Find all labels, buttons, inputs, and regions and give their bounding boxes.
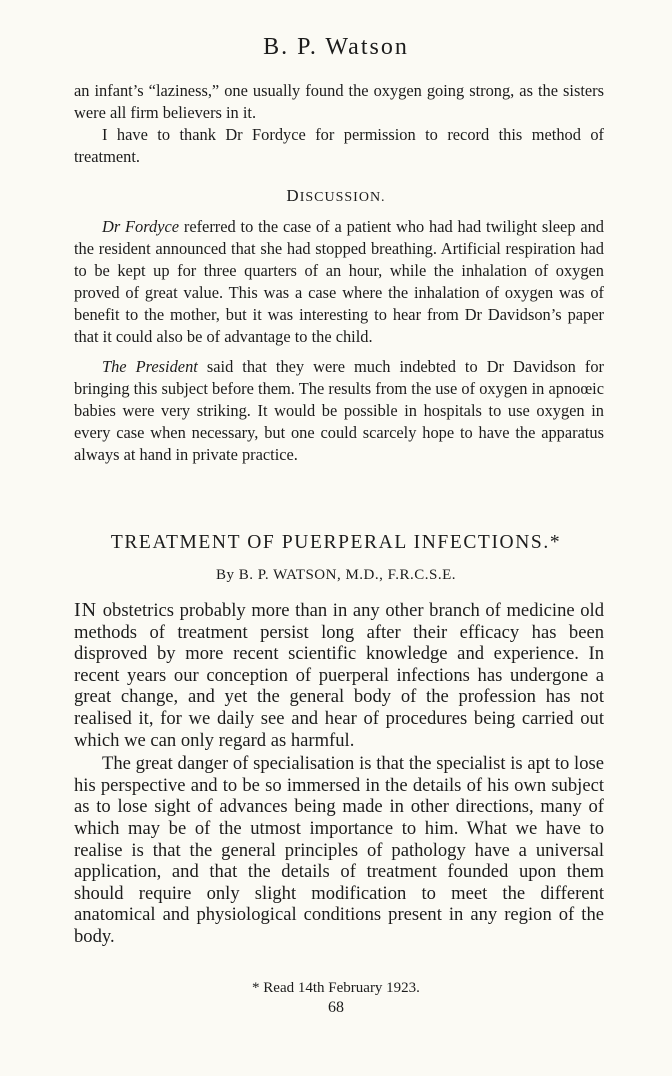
discussion-paragraph-president xyxy=(74,356,604,466)
article-paragraph: The great danger of specialisation is that the specialist is apt to lose his perspective and to be so immersed in the details of his own subject as to lose sight of advances being made in other directions, many of which may be of the utmost importance to him. What we have to realise is that the general principles of pathology have a universal application, and that the details of treatment founded upon them should require only slight modification to meet the different anatomical and physiological conditions present in any region of the body. xyxy=(74,753,604,947)
discussion-heading-rest: ISCUSSION. xyxy=(299,190,386,205)
discussion-heading xyxy=(0,186,672,206)
discussion-text: said that they were much indebted to Dr Davidson for bringing this subject before them. The results from the use of oxygen in apnoœic babies were very striking. It would be possible in hospitals to use oxygen in every case when necessary, but one could scarcely hope to have the apparatus always at hand in private practice. xyxy=(74,356,604,464)
speaker-name: The President xyxy=(102,356,198,376)
page-number: 68 xyxy=(328,999,344,1016)
article-text: obstetrics probably more than in any other branch of medicine old methods of treatment persist long after their efficacy has been disproved by more recent scientific knowledge and experience. In recent years our conception of puerperal infections has undergone a great change, and yet the general body of the profession has not realised it, for we daily see and hear of procedures being carried out which we can only regard as harmful. xyxy=(74,600,604,751)
article-byline: By B. P. WATSON, M.D., F.R.C.S.E. xyxy=(215,567,457,583)
continuation-paragraph: an infant’s “laziness,” one usually found the oxygen going strong, as the sisters were all firm believers in it. xyxy=(74,81,604,123)
discussion-paragraph-fordyce xyxy=(74,216,604,349)
discussion-body xyxy=(74,216,604,466)
paragraph-initial: IN xyxy=(74,599,98,621)
continuation-text xyxy=(74,80,604,168)
discussion-text: referred to the case of a patient who had had twilight sleep and the resident announced that she had stopped breathing. Artificial respiration had to be kept up for three quarters of an hour, while the inhalation of oxygen proved of great value. This was a case where the inhalation of oxygen was of benefit to the mother, but it was interesting to hear from Dr Davidson’s paper that it could also be of advantage to the child. xyxy=(74,217,605,347)
speaker-name: Dr Fordyce xyxy=(102,217,180,236)
acknowledgement-paragraph: I have to thank Dr Fordyce for permission to record this method of treatment. xyxy=(74,125,604,167)
article-paragraph xyxy=(74,600,604,751)
article-body xyxy=(74,600,604,948)
footnote: * Read 14th February 1923. xyxy=(252,980,420,996)
running-head: B. P. Watson xyxy=(263,34,409,60)
article-title: TREATMENT OF PUERPERAL INFECTIONS.* xyxy=(110,532,562,553)
discussion-heading-initial: D xyxy=(286,186,300,205)
